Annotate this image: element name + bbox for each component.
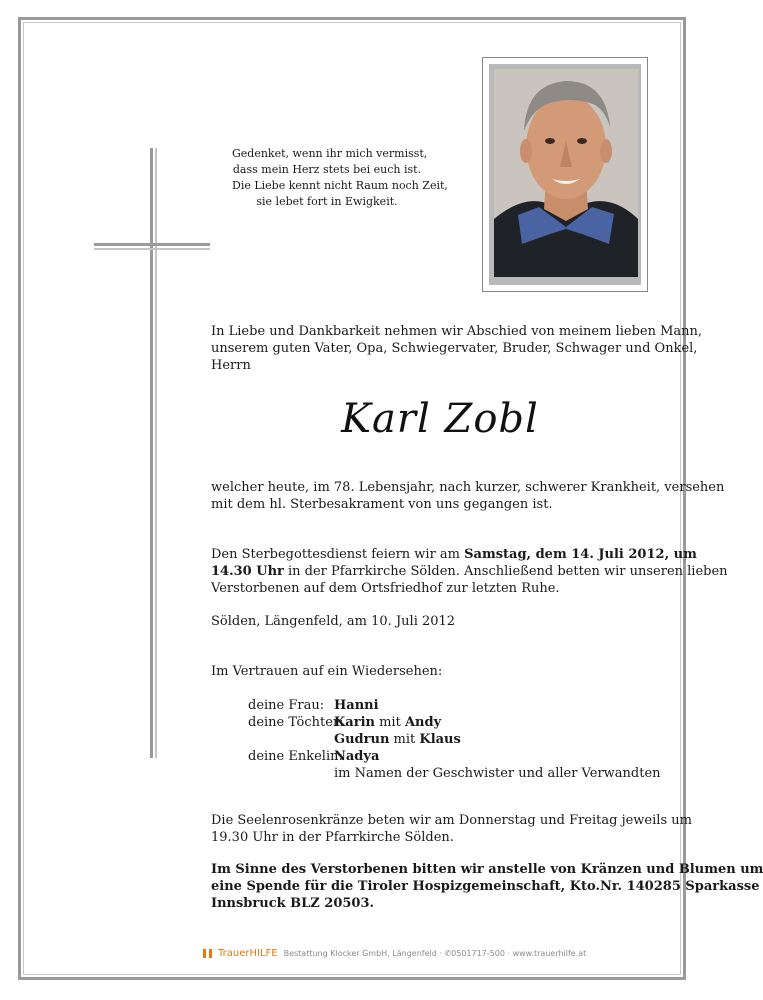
poem-line: Gedenket, wenn ihr mich vermisst, — [232, 147, 428, 160]
text-line: Die Seelenrosenkränze beten wir am Donnerstag und Freitag jeweils um — [211, 813, 692, 828]
relative-name: Andy — [404, 715, 442, 730]
relative-name: Karin — [334, 715, 375, 730]
death-notice — [211, 479, 725, 513]
donation-request — [211, 861, 763, 912]
relation-label: deine Enkelin: — [248, 749, 343, 764]
deceased-name: Karl Zobl — [341, 396, 539, 442]
text-line: unserem guten Vater, Opa, Schwiegervater, Bruder, Schwager und Onkel, — [211, 341, 698, 356]
relation-label: deine Töchter: — [248, 715, 344, 730]
footer-contact: Bestattung Klocker GmbH, Längenfeld · ✆0501717-500 · www.trauerhilfe.at — [283, 949, 587, 958]
memorial-poem — [232, 146, 448, 210]
poem-line: Die Liebe kennt nicht Raum noch Zeit, — [232, 179, 448, 192]
connector-text: mit — [374, 715, 405, 730]
relative-name: Gudrun — [334, 732, 390, 747]
service-time: 14.30 Uhr — [211, 564, 284, 579]
text-line: Im Sinne des Verstorbenen bitten wir anstelle von Kränzen und Blumen um — [211, 862, 763, 877]
connector-text: mit — [389, 732, 420, 747]
service-prefix: Den Sterbegottesdienst feiern wir am — [211, 547, 465, 562]
footer-logo-text: TrauerHILFE — [218, 948, 278, 959]
text-line: eine Spende für die Tiroler Hospizgemeinschaft, Kto.Nr. 140285 Sparkasse — [211, 879, 760, 894]
poem-line: dass mein Herz stets bei euch ist. — [232, 163, 422, 176]
footer — [203, 948, 586, 959]
siblings-note: im Namen der Geschwister und aller Verwandten — [334, 766, 661, 781]
trust-line: Im Vertrauen auf ein Wiedersehen: — [211, 664, 443, 679]
text-line: Verstorbenen auf dem Ortsfriedhof zur letzten Ruhe. — [211, 581, 560, 596]
portrait-photo — [494, 69, 636, 275]
poem-line: sie lebet fort in Ewigkeit. — [256, 195, 398, 208]
rosary-info — [211, 812, 692, 846]
service-location: in der Pfarrkirche Sölden. Anschließend betten wir unseren lieben — [283, 564, 728, 579]
relative-name: Hanni — [334, 698, 379, 713]
portrait-frame — [482, 57, 648, 292]
relative-name: Nadya — [334, 749, 380, 764]
text-line: Innsbruck BLZ 20503. — [211, 896, 375, 911]
place-date: Sölden, Längenfeld, am 10. Juli 2012 — [211, 614, 456, 629]
text-line: In Liebe und Dankbarkeit nehmen wir Abschied von meinem lieben Mann, — [211, 324, 703, 339]
text-line: welcher heute, im 78. Lebensjahr, nach kurzer, schwerer Krankheit, versehen — [211, 480, 725, 495]
service-info — [211, 546, 728, 597]
intro-paragraph — [211, 323, 703, 374]
relation-label: deine Frau: — [248, 698, 325, 713]
service-date: Samstag, dem 14. Juli 2012, um — [464, 547, 697, 562]
text-line: mit dem hl. Sterbesakrament von uns gegangen ist. — [211, 497, 553, 512]
relative-name: Klaus — [419, 732, 461, 747]
text-line: 19.30 Uhr in der Pfarrkirche Sölden. — [211, 830, 454, 845]
text-line: Herrn — [211, 358, 251, 373]
trauerhilfe-logo-icon — [203, 949, 212, 958]
